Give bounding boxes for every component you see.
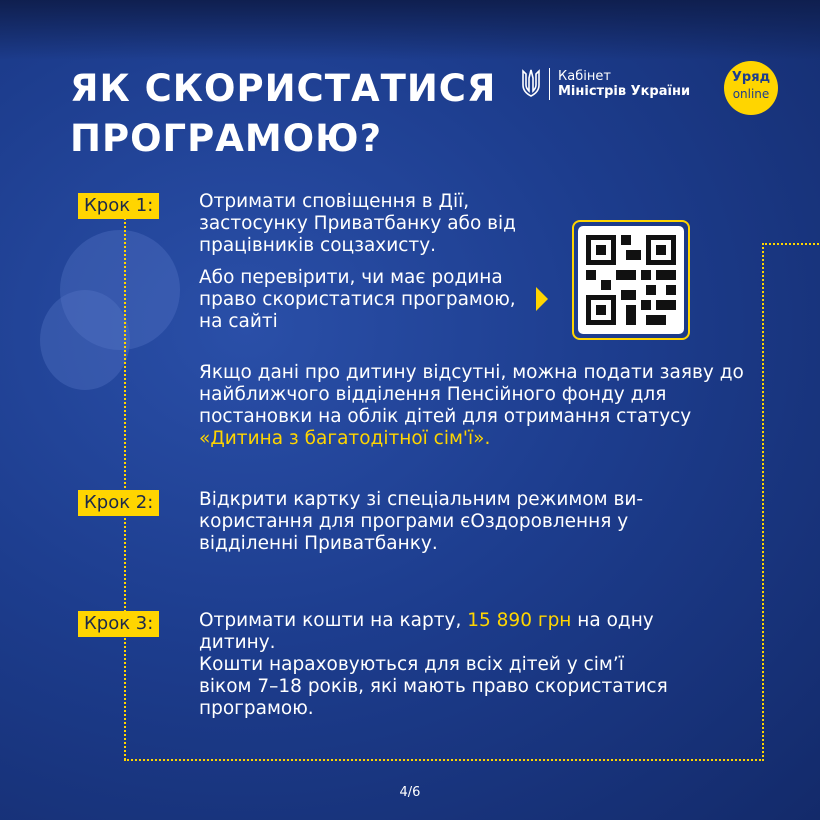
qr-code-icon <box>586 235 676 325</box>
uryad-online-badge: Уряд online <box>724 61 778 115</box>
step-1-label: Крок 1: <box>78 193 159 219</box>
step-3-text: Отримати кошти на карту, 15 890 грн на одну дитину. Кошти нараховуються для всіх дітей у сім’ї віком 7–18 років, які мають право скористатися програмою. <box>199 610 668 719</box>
page-title: ЯК СКОРИСТАТИСЯ ПРОГРАМОЮ? <box>70 67 497 160</box>
dotted-line-bottom <box>124 759 764 761</box>
dotted-line-left <box>124 215 126 760</box>
trident-icon <box>521 68 541 100</box>
step-2-label: Крок 2: <box>78 490 159 516</box>
page-indicator: 4/6 <box>399 785 421 800</box>
step-2-text: Відкрити картку зі спеціальним режимом ви-користання для програми єОздоровлення у відділенні Приватбанку. <box>199 489 644 554</box>
step-1-note: Якщо дані про дитину відсутні, можна подати заяву до найближчого відділення Пенсійного фонду для постановки на облік дітей для отримання статусу «Дитина з багатодітної сім'ї». <box>199 362 744 449</box>
dotted-line-right <box>762 243 764 761</box>
logo-divider <box>549 68 550 100</box>
cabinet-logo: Кабінет Міністрів України <box>521 68 690 100</box>
arrow-right-icon <box>536 287 548 311</box>
step-3-label: Крок 3: <box>78 611 159 637</box>
balloon-decor <box>40 290 130 390</box>
step-1-text: Отримати сповіщення в Дії, застосунку Приватбанку або від працівників соцзахисту. <box>199 191 516 256</box>
dotted-line-top <box>762 243 820 245</box>
step-1-text-2: Або перевірити, чи має родина право скористатися програмою, на сайті <box>199 267 516 332</box>
qr-code[interactable] <box>572 220 690 340</box>
